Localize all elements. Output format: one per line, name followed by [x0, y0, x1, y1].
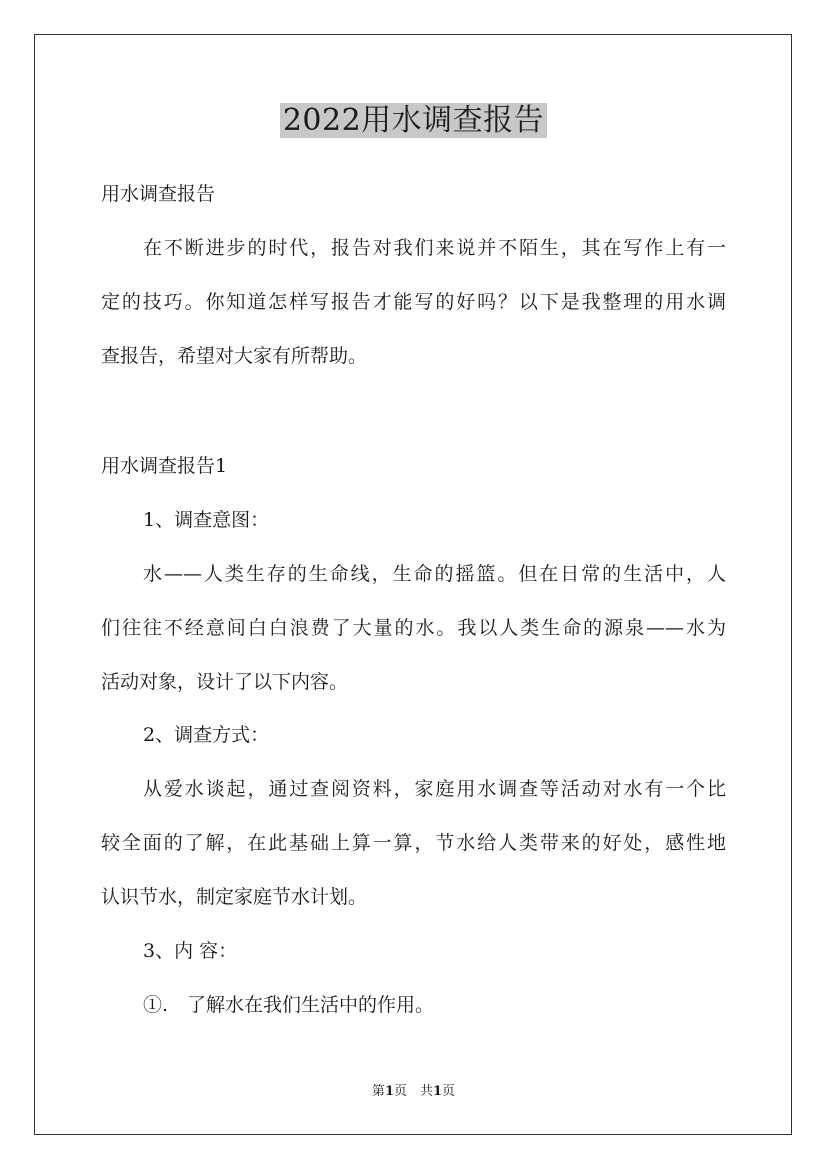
- paragraph-line: 定的技巧。你知道怎样写报告才能写的好吗？以下是我整理的用水调: [101, 291, 726, 313]
- footer-page-prefix: 第: [371, 1084, 385, 1099]
- footer-total-pages: 1: [433, 1084, 443, 1099]
- paragraph-line: 们往往不经意间白白浪费了大量的水。我以人类生命的源泉——水为: [101, 617, 726, 639]
- paragraph-line: 从爱水谈起，通过查阅资料，家庭用水调查等活动对水有一个比: [143, 778, 726, 800]
- footer-page-suffix: 页 共: [393, 1084, 433, 1099]
- document-title-text: 2022用水调查报告: [280, 103, 547, 138]
- footer-total-suffix: 页: [442, 1084, 456, 1099]
- paragraph-line: 在不断进步的时代，报告对我们来说并不陌生，其在写作上有一: [143, 237, 726, 259]
- paragraph-line: 查报告，希望对大家有所帮助。: [101, 345, 368, 367]
- subsection-heading: 2、调查方式：: [143, 724, 270, 746]
- section-heading: 用水调查报告1: [101, 455, 228, 477]
- document-title: [0, 98, 827, 144]
- paragraph-line: 水——人类生存的生命线，生命的摇篮。但在日常的生活中，人: [143, 563, 726, 585]
- subsection-heading: 3、内 容：: [143, 940, 238, 962]
- page-footer: [0, 1083, 827, 1101]
- subsection-heading: 1、调查意图：: [143, 509, 270, 531]
- list-item: ①. 了解水在我们生活中的作用。: [143, 994, 435, 1016]
- paragraph-line: 认识节水，制定家庭节水计划。: [101, 886, 368, 908]
- footer-page-number: 1: [384, 1084, 394, 1099]
- section-heading: 用水调查报告: [101, 183, 216, 205]
- paragraph-line: 活动对象，设计了以下内容。: [101, 671, 349, 693]
- paragraph-line: 较全面的了解，在此基础上算一算，节水给人类带来的好处，感性地: [101, 832, 726, 854]
